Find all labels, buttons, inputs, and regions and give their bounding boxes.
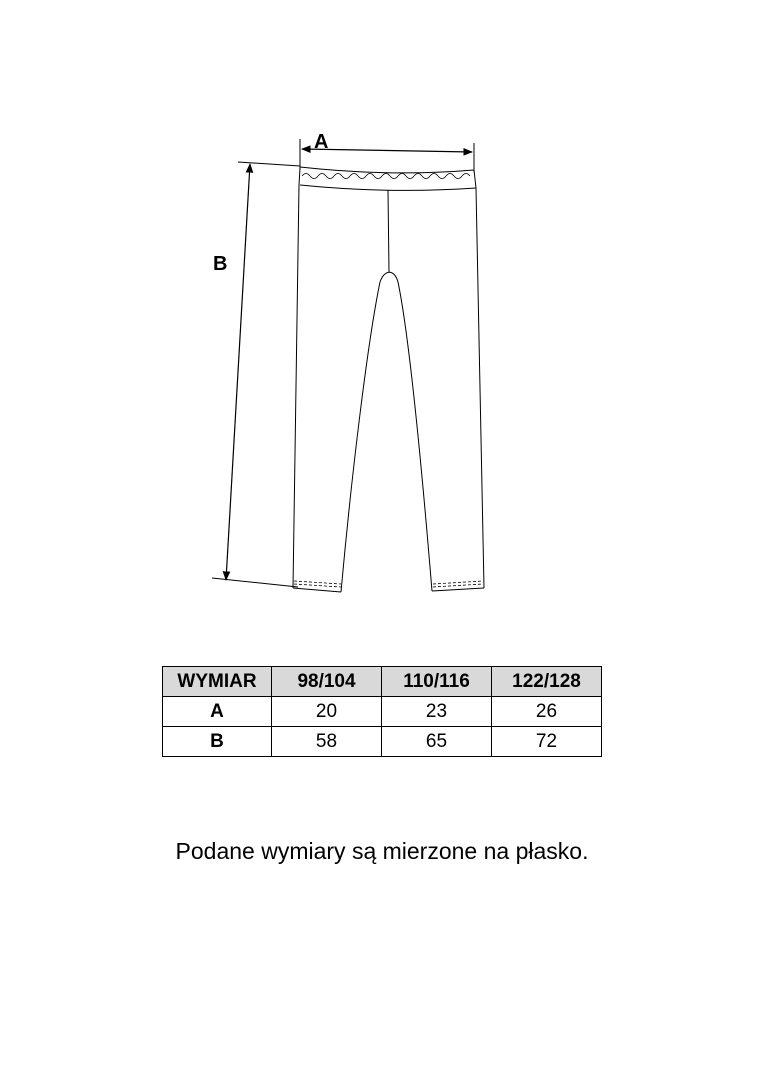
header-cell-size: 110/116 xyxy=(382,667,492,697)
header-cell-wymiar: WYMIAR xyxy=(163,667,272,697)
dimension-b xyxy=(212,162,300,587)
dimension-a xyxy=(300,131,474,172)
row-label: A xyxy=(163,697,272,727)
table-cell: 20 xyxy=(272,697,382,727)
dimension-b-label: B xyxy=(213,253,228,275)
table-row xyxy=(163,697,602,727)
row-label: B xyxy=(163,727,272,757)
measurement-note: Podane wymiary są mierzone na płasko. xyxy=(175,838,589,864)
table-row xyxy=(163,727,602,757)
table-cell: 65 xyxy=(382,727,492,757)
table-cell: 72 xyxy=(492,727,602,757)
header-cell-size: 122/128 xyxy=(492,667,602,697)
size-table xyxy=(162,666,602,757)
header-cell-size: 98/104 xyxy=(272,667,382,697)
dimension-a-label: A xyxy=(314,131,329,153)
size-table-header xyxy=(163,667,602,697)
table-cell: 58 xyxy=(272,727,382,757)
table-cell: 23 xyxy=(382,697,492,727)
pants-outline xyxy=(293,167,484,592)
table-cell: 26 xyxy=(492,697,602,727)
